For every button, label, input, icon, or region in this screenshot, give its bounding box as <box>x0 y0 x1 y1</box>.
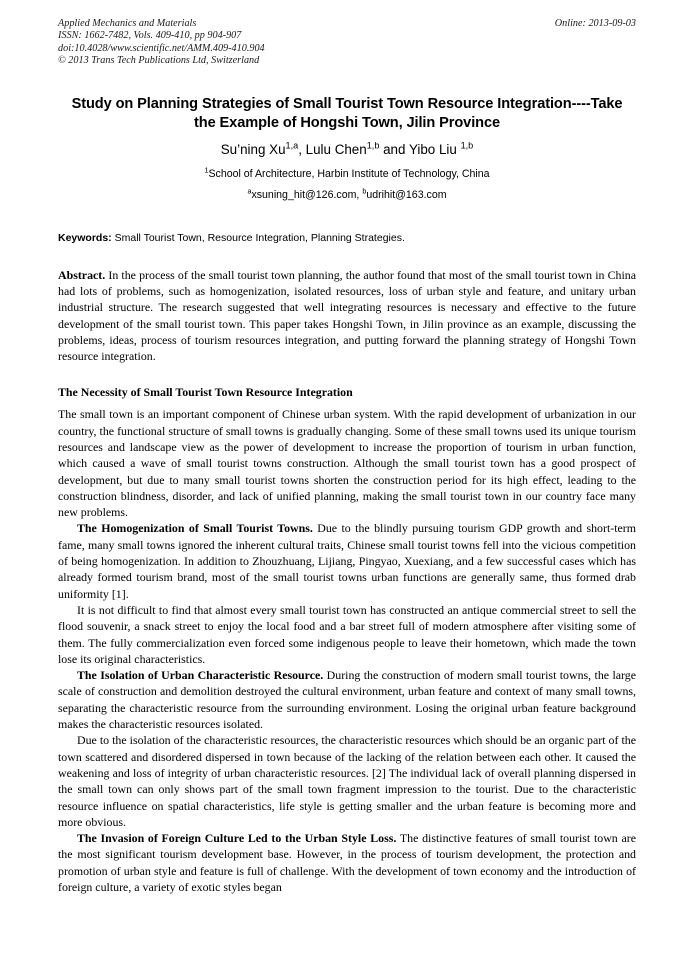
copyright-line: © 2013 Trans Tech Publications Ltd, Switzerland <box>58 55 260 67</box>
body-paragraph <box>58 667 636 732</box>
paragraph-text: Due to the isolation of the characteristic resources, the characteristic resources which should be an organic part of the town scattered and disordered dispersed in town because of the lacking of the relation between each other. It caused the weakening and loss of integrity of urban characteristic resources. [2] The individual lack of overall planning dispersed in the small town can only shows part of the small town fragment impression to the tourist. Due to the characteristic resource influence on spatial characteristics, life style is getting smaller and the urban feature is becoming more and more obvious. <box>58 733 636 829</box>
body-paragraph <box>58 602 636 667</box>
paragraph-runin-heading: The Invasion of Foreign Culture Led to the Urban Style Loss. <box>77 831 397 846</box>
author-3-affil-marker: 1,b <box>460 140 474 151</box>
online-date: Online: 2013-09-03 <box>554 18 636 29</box>
running-head <box>58 18 636 68</box>
author-sep-1: , <box>298 141 306 157</box>
affiliation-marker: 1 <box>204 165 209 175</box>
issn-line: ISSN: 1662-7482, Vols. 409-410, pp 904-907 <box>58 30 242 42</box>
paper-title <box>58 95 636 134</box>
keywords-value: Small Tourist Town, Resource Integration, Planning Strategies. <box>111 231 405 244</box>
doi-line: doi:10.4028/www.scientific.net/AMM.409-410.904 <box>58 42 265 54</box>
section-heading: The Necessity of Small Tourist Town Resource Integration <box>58 385 353 400</box>
paragraph-text: It is not difficult to find that almost every small tourist town has constructed an antique commercial street to sell the flood souvenir, a snack street to enjoy the local food and a bar street full of modern atmosphere after visiting some of them. The fully commercialization even forced some indigenous people to leave their hometown, which made the town lose its original characteristics. <box>58 602 636 666</box>
email-a: xsuning_hit@126.com, <box>251 188 363 201</box>
paper-title-line2: Integration----Take the Example of Hongshi Town, Jilin Province <box>194 95 623 132</box>
keywords-label: Keywords: <box>58 231 112 244</box>
paragraph-text: The distinctive features of small tourist town are the most significant tourism development base. However, in the process of tourism development, the protection and promotion of urban style and feature is full of challenge. With the development of town economy and the introduction of foreign culture, a variety of exotic styles began <box>58 831 637 895</box>
paragraph-text: Due to the blindly pursuing tourism GDP growth and short-term fame, many small towns ignored the inherent cultural traits, Chinese small tourist towns fell into the vicious competition of being homogenization. In addition to Zhouzhuang, Lijiang, Pingyao, Xuexiang, and a few successful cases which has already formed tourism brand, most of the small tourist towns urban functions are generally same, thus formed drab uniformity [1]. <box>58 521 636 601</box>
body-paragraph <box>58 732 636 830</box>
author-3-name: Yibo Liu <box>408 141 461 157</box>
author-2-name: Lulu Chen <box>305 141 367 157</box>
email-a-marker: a <box>247 186 252 196</box>
abstract-paragraph <box>58 267 636 365</box>
keywords-line <box>58 231 636 245</box>
paragraph-text: During the construction of modern small tourist towns, the large scale of construction and demolition destroyed the cultural environment, urban feature and context of many small towns, separating the characteristic resource from the surrounding environment. Losing the original urban feature background makes the characteristic resources isolated. <box>58 668 636 732</box>
body-paragraph <box>58 520 636 601</box>
body-paragraph <box>58 830 636 895</box>
paragraph-text: The small town is an important component of Chinese urban system. With the rapid development of urbanization in our country, the functional structure of small towns is gradually changing. Some of these small towns used its unique tourism resources and landscape view as the power of development to increase the proportion of tourism in urban function, which caused a wave of small tourist towns construction. Although the small tourist town has a good prospect of development, but due to many small tourist towns shorten the construction period for its high effect, leading to the construction blindness, disorder, and lack of unified planning, making the small tourist town in our country face many new problems. <box>58 407 636 520</box>
paragraph-runin-heading: The Homogenization of Small Tourist Towns. <box>77 521 313 536</box>
author-1-affil-marker: 1,a <box>285 140 299 151</box>
author-1-name: Su’ning Xu <box>220 141 286 157</box>
affiliation-line <box>58 167 636 182</box>
abstract-text: In the process of the small tourist town planning, the author found that most of the small tourist town in China had lots of problems, such as homogenization, isolated resources, loss of urban style and feature, and unitary urban industrial structure. The research suggested that well integrating resources is necessary and effective to the future development of the small tourist town. This paper takes Hongshi Town, in Jilin province as an example, discussing the problems, ideas, process of tourism resources integration, and putting forward the planning strategy of Hongshi Town resource integration. <box>58 267 636 364</box>
journal-name: Applied Mechanics and Materials <box>58 18 197 29</box>
paragraph-runin-heading: The Isolation of Urban Characteristic Resource. <box>77 668 324 683</box>
affiliation-text: School of Architecture, Harbin Institute of Technology, China <box>208 167 490 180</box>
email-line <box>58 188 636 203</box>
email-b: udrihit@163.com <box>366 188 447 201</box>
author-2-affil-marker: 1,b <box>366 140 380 151</box>
abstract-label: Abstract. <box>58 267 106 282</box>
body-paragraph <box>58 406 636 520</box>
email-b-marker: b <box>362 186 367 196</box>
paper-title-line1: Study on Planning Strategies of Small Tourist Town Resource <box>71 95 494 112</box>
section-container <box>58 384 636 895</box>
author-sep-2: and <box>379 141 409 157</box>
author-list <box>58 141 636 158</box>
